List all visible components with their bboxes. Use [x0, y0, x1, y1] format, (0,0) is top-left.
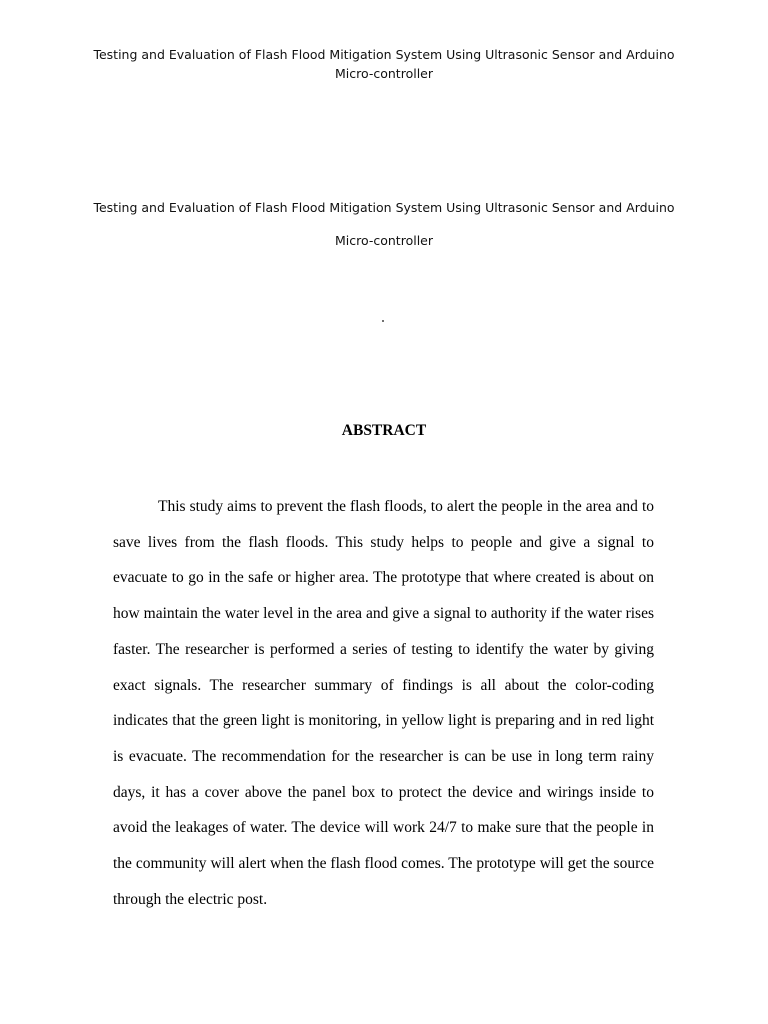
abstract-body: This study aims to prevent the flash floods, to alert the people in the area and to save lives from the flash floods. This study helps to people and give a signal to evacuate to go in the safe or higher area. The prototype that where created is about on how maintain the water level in the area and give a signal to authority if the water rises faster. The researcher is performed a series of testing to identify the water by giving exact signals. The researcher summary of findings is all about the color-coding indicates that the green light is monitoring, in yellow light is preparing and in red light is evacuate. The recommendation for the researcher is can be use in long term rainy days, it has a cover above the panel box to protect the device and wirings inside to avoid the leakages of water. The device will work 24/7 to make sure that the people in the community will alert when the flash flood comes. The prototype will get the source through the electric post.: [113, 498, 654, 908]
running-head-line-2: Micro-controller: [334, 66, 434, 81]
document-title: [0, 198, 768, 264]
separator-dot: [382, 320, 384, 322]
abstract-heading: ABSTRACT: [341, 422, 427, 439]
title-line-2: Micro-controller: [334, 233, 434, 248]
running-head-line-1: Testing and Evaluation of Flash Flood Mitigation System Using Ultrasonic Sensor and Arduino: [93, 47, 675, 62]
title-line-1: Testing and Evaluation of Flash Flood Mitigation System Using Ultrasonic Sensor and Arduino: [93, 200, 675, 215]
running-head: [0, 45, 768, 83]
